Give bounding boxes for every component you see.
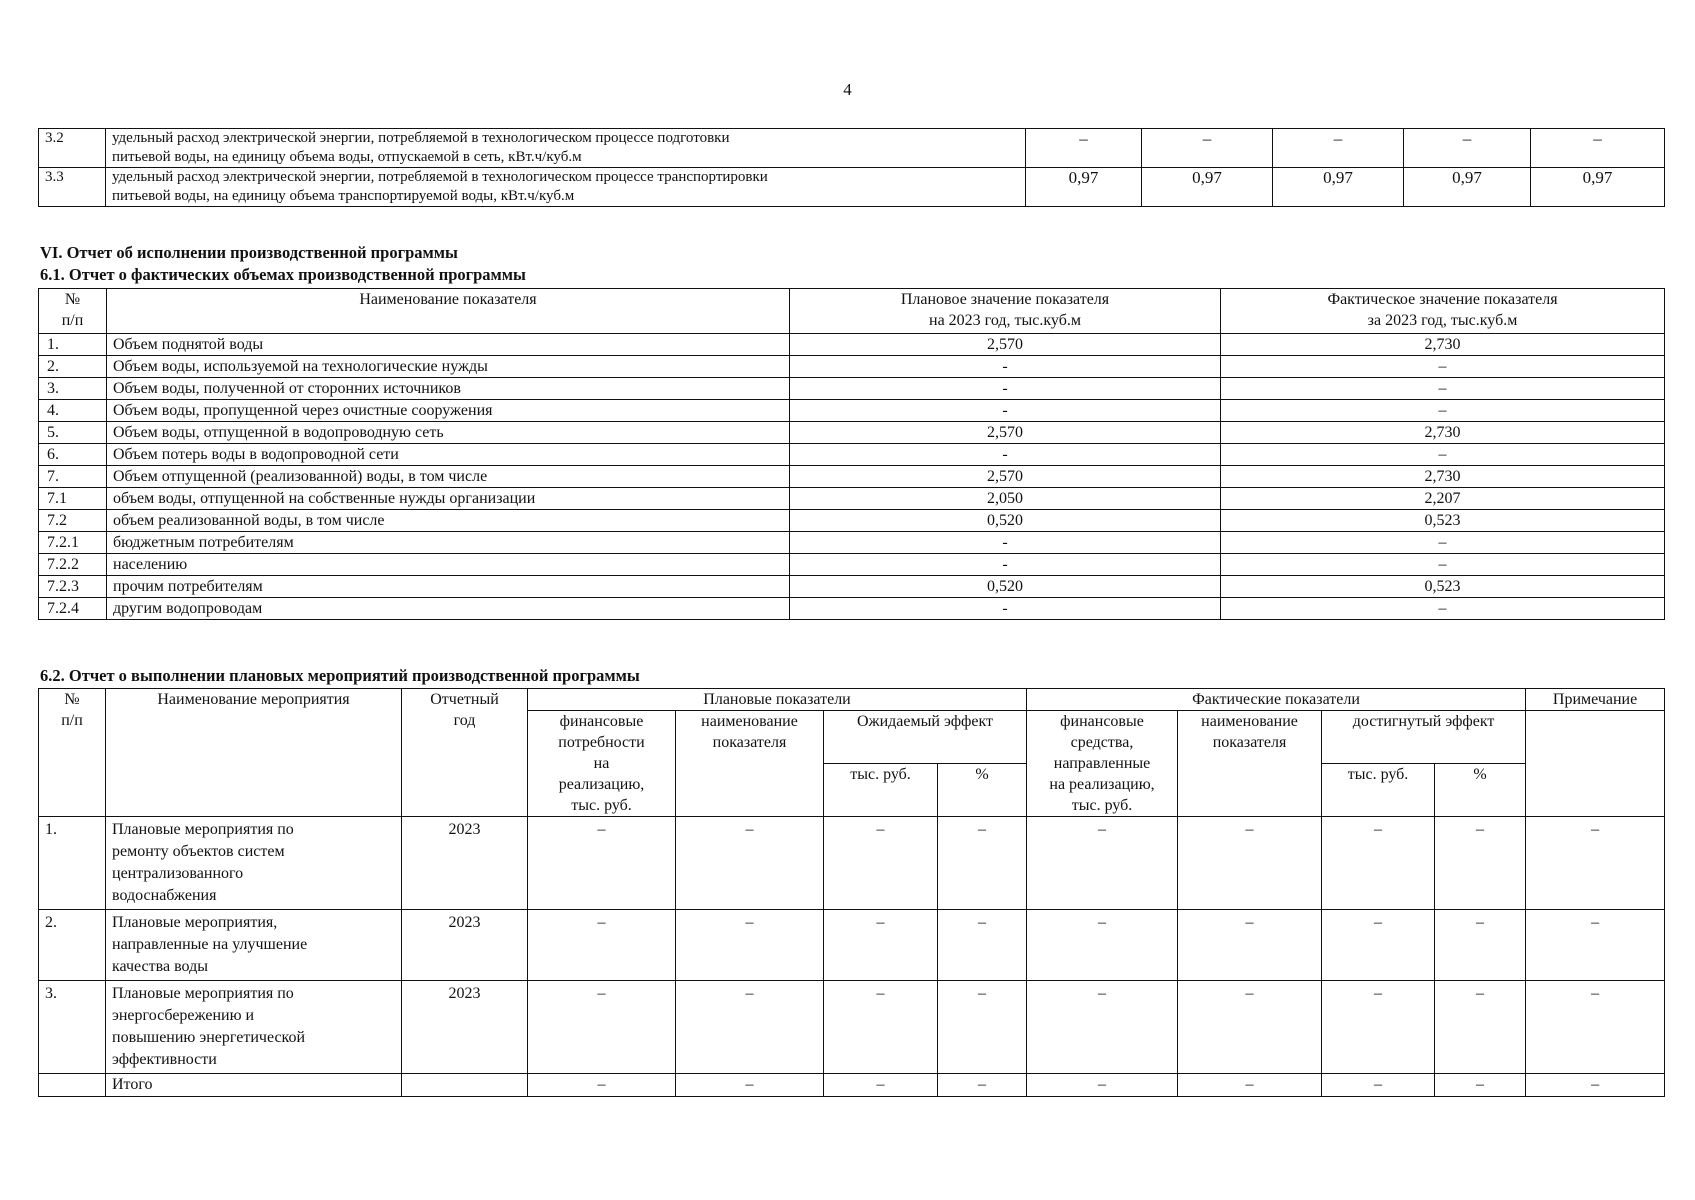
section-6-2-title: 6.2. Отчет о выполнении плановых мероприятий производственной программы bbox=[40, 666, 640, 685]
plan-value: 2,050 bbox=[790, 488, 1221, 510]
plan-value: - bbox=[790, 356, 1221, 378]
row-number: 5. bbox=[39, 422, 107, 444]
row-number: 1. bbox=[39, 334, 107, 356]
measure-name-line: Плановые мероприятия по bbox=[112, 985, 294, 1002]
plan-header: Плановое значение показателя на 2023 год, тыс.куб.м bbox=[790, 289, 1221, 334]
indicator-value: 0,97 bbox=[1026, 168, 1142, 207]
fact-value: 2,207 bbox=[1221, 488, 1665, 510]
fact-value: – bbox=[1221, 444, 1665, 466]
row-number: 3.3 bbox=[39, 168, 106, 207]
fact-value: – bbox=[1221, 598, 1665, 620]
measure-value: – bbox=[938, 910, 1027, 981]
total-value: – bbox=[1027, 1074, 1178, 1097]
num-header: № п/п bbox=[39, 689, 106, 817]
total-value: – bbox=[528, 1074, 676, 1097]
expected-pct-header: % bbox=[938, 764, 1027, 817]
indicator-label-line: удельный расход электрической энергии, потребляемой в технологическом процессе транспортировки bbox=[112, 169, 768, 185]
row-number: 7.2.3 bbox=[39, 576, 107, 598]
fact-value: 2,730 bbox=[1221, 334, 1665, 356]
fact-financial-header: финансовые средства, направленные на реализацию, тыс. руб. bbox=[1027, 711, 1178, 817]
total-number-cell bbox=[39, 1074, 106, 1097]
note-subheader bbox=[1526, 711, 1665, 817]
plan-group-header: Плановые показатели bbox=[528, 689, 1027, 711]
note-header: Примечание bbox=[1526, 689, 1665, 711]
measure-name bbox=[106, 910, 402, 981]
row-number: 7. bbox=[39, 466, 107, 488]
indicator-label-line: питьевой воды, на единицу объема транспортируемой воды, кВт.ч/куб.м bbox=[112, 188, 575, 204]
measure-name-line: водоснабжения bbox=[112, 887, 217, 904]
indicator-name: Объем воды, используемой на технологические нужды bbox=[107, 356, 790, 378]
table-row bbox=[39, 532, 1665, 554]
table-row bbox=[39, 168, 1665, 207]
total-value: – bbox=[824, 1074, 938, 1097]
indicator-name: Объем поднятой воды bbox=[107, 334, 790, 356]
measure-value: – bbox=[1178, 817, 1322, 910]
achieved-pct-header: % bbox=[1435, 764, 1526, 817]
row-number: 3.2 bbox=[39, 129, 106, 168]
row-number: 2. bbox=[39, 356, 107, 378]
table-header-row bbox=[39, 689, 1665, 711]
indicators-continuation-table bbox=[38, 128, 1665, 207]
measure-value: – bbox=[528, 910, 676, 981]
measure-name-line: энергосбережению и bbox=[112, 1007, 255, 1024]
table-row bbox=[39, 554, 1665, 576]
measure-value: – bbox=[824, 910, 938, 981]
measure-name-line: Плановые мероприятия по bbox=[112, 821, 294, 838]
table-row bbox=[39, 466, 1665, 488]
fact-value: – bbox=[1221, 532, 1665, 554]
measure-value: – bbox=[1322, 981, 1435, 1074]
total-value: – bbox=[1178, 1074, 1322, 1097]
fact-indicator-header: наименование показателя bbox=[1178, 711, 1322, 817]
measure-name-line: ремонту объектов систем bbox=[112, 843, 285, 860]
plan-value: 2,570 bbox=[790, 334, 1221, 356]
row-number: 1. bbox=[39, 817, 106, 910]
total-value: – bbox=[1322, 1074, 1435, 1097]
measure-value: – bbox=[1322, 910, 1435, 981]
measure-name bbox=[106, 981, 402, 1074]
measure-value: – bbox=[528, 981, 676, 1074]
indicator-value: – bbox=[1273, 129, 1404, 168]
total-value: – bbox=[676, 1074, 824, 1097]
table-row bbox=[39, 598, 1665, 620]
fact-value: – bbox=[1221, 378, 1665, 400]
fact-value: 0,523 bbox=[1221, 510, 1665, 532]
production-volumes-table bbox=[38, 288, 1665, 620]
total-value: – bbox=[1526, 1074, 1665, 1097]
measure-name-line: направленные на улучшение bbox=[112, 936, 308, 953]
table-row bbox=[39, 817, 1665, 910]
table-row bbox=[39, 129, 1665, 168]
indicator-label bbox=[106, 129, 1026, 168]
plan-value: - bbox=[790, 444, 1221, 466]
indicator-name: Объем воды, пропущенной через очистные сооружения bbox=[107, 400, 790, 422]
row-number: 4. bbox=[39, 400, 107, 422]
table-header-row bbox=[39, 289, 1665, 334]
measure-value: – bbox=[1526, 817, 1665, 910]
fact-value: – bbox=[1221, 356, 1665, 378]
measure-value: – bbox=[1435, 981, 1526, 1074]
table-row bbox=[39, 488, 1665, 510]
indicator-value: – bbox=[1531, 129, 1665, 168]
row-number: 7.2.2 bbox=[39, 554, 107, 576]
measure-value: – bbox=[1027, 817, 1178, 910]
year-header: Отчетный год bbox=[402, 689, 528, 817]
total-year-cell bbox=[402, 1074, 528, 1097]
indicator-name: Объем воды, полученной от сторонних источников bbox=[107, 378, 790, 400]
indicator-name: прочим потребителям bbox=[107, 576, 790, 598]
fact-header: Фактическое значение показателя за 2023 год, тыс.куб.м bbox=[1221, 289, 1665, 334]
plan-value: 0,520 bbox=[790, 510, 1221, 532]
indicator-label bbox=[106, 168, 1026, 207]
indicator-name: Объем отпущенной (реализованной) воды, в том числе bbox=[107, 466, 790, 488]
indicator-name: бюджетным потребителям bbox=[107, 532, 790, 554]
measure-value: – bbox=[528, 817, 676, 910]
plan-value: - bbox=[790, 378, 1221, 400]
indicator-value: – bbox=[1026, 129, 1142, 168]
indicator-value: 0,97 bbox=[1142, 168, 1273, 207]
page-number: 4 bbox=[843, 80, 852, 99]
measure-name-header: Наименование мероприятия bbox=[106, 689, 402, 817]
measure-value: – bbox=[1526, 910, 1665, 981]
table-row bbox=[39, 576, 1665, 598]
row-number: 7.2.4 bbox=[39, 598, 107, 620]
table-row bbox=[39, 910, 1665, 981]
measure-value: – bbox=[1178, 981, 1322, 1074]
table-row bbox=[39, 981, 1665, 1074]
row-number: 7.1 bbox=[39, 488, 107, 510]
expected-effect-header: Ожидаемый эффект bbox=[824, 711, 1027, 764]
planned-measures-table bbox=[38, 688, 1665, 1097]
measure-name bbox=[106, 817, 402, 910]
indicator-value: 0,97 bbox=[1531, 168, 1665, 207]
total-value: – bbox=[1435, 1074, 1526, 1097]
indicator-name: населению bbox=[107, 554, 790, 576]
fact-value: 2,730 bbox=[1221, 466, 1665, 488]
table-row bbox=[39, 334, 1665, 356]
measure-value: – bbox=[938, 817, 1027, 910]
row-number: 7.2 bbox=[39, 510, 107, 532]
table-row bbox=[39, 510, 1665, 532]
indicator-name: другим водопроводам bbox=[107, 598, 790, 620]
num-header: № п/п bbox=[39, 289, 107, 334]
fact-value: 0,523 bbox=[1221, 576, 1665, 598]
report-year: 2023 bbox=[402, 910, 528, 981]
total-value: – bbox=[938, 1074, 1027, 1097]
achieved-rub-header: тыс. руб. bbox=[1322, 764, 1435, 817]
indicator-value: – bbox=[1404, 129, 1531, 168]
table-row bbox=[39, 444, 1665, 466]
section-6-1-title: 6.1. Отчет о фактических объемах производственной программы bbox=[40, 265, 526, 284]
table-row bbox=[39, 422, 1665, 444]
indicator-name: объем воды, отпущенной на собственные нужды организации bbox=[107, 488, 790, 510]
measure-value: – bbox=[676, 817, 824, 910]
plan-value: - bbox=[790, 554, 1221, 576]
expected-rub-header: тыс. руб. bbox=[824, 764, 938, 817]
plan-value: 2,570 bbox=[790, 466, 1221, 488]
indicator-value: 0,97 bbox=[1404, 168, 1531, 207]
measure-name-line: качества воды bbox=[112, 958, 208, 975]
total-label: Итого bbox=[106, 1074, 402, 1097]
row-number: 6. bbox=[39, 444, 107, 466]
row-number: 3. bbox=[39, 378, 107, 400]
indicator-name: Объем потерь воды в водопроводной сети bbox=[107, 444, 790, 466]
measure-name-line: Плановые мероприятия, bbox=[112, 914, 278, 931]
measure-value: – bbox=[1178, 910, 1322, 981]
indicator-label-line: питьевой воды, на единицу объема воды, отпускаемой в сеть, кВт.ч/куб.м bbox=[112, 149, 582, 165]
indicator-name: Объем воды, отпущенной в водопроводную сеть bbox=[107, 422, 790, 444]
measure-value: – bbox=[824, 981, 938, 1074]
table-row bbox=[39, 400, 1665, 422]
measure-value: – bbox=[1322, 817, 1435, 910]
indicator-value: – bbox=[1142, 129, 1273, 168]
row-number: 7.2.1 bbox=[39, 532, 107, 554]
plan-financial-header: финансовые потребности на реализацию, тыс. руб. bbox=[528, 711, 676, 817]
plan-value: - bbox=[790, 598, 1221, 620]
measure-value: – bbox=[824, 817, 938, 910]
measure-value: – bbox=[676, 981, 824, 1074]
table-row bbox=[39, 356, 1665, 378]
indicator-name: объем реализованной воды, в том числе bbox=[107, 510, 790, 532]
measure-value: – bbox=[1027, 981, 1178, 1074]
fact-group-header: Фактические показатели bbox=[1027, 689, 1526, 711]
indicator-value: 0,97 bbox=[1273, 168, 1404, 207]
plan-value: 2,570 bbox=[790, 422, 1221, 444]
plan-value: 0,520 bbox=[790, 576, 1221, 598]
row-number: 2. bbox=[39, 910, 106, 981]
measure-name-line: повышению энергетической bbox=[112, 1029, 306, 1046]
plan-value: - bbox=[790, 400, 1221, 422]
measure-value: – bbox=[1526, 981, 1665, 1074]
report-year: 2023 bbox=[402, 817, 528, 910]
row-number: 3. bbox=[39, 981, 106, 1074]
fact-value: 2,730 bbox=[1221, 422, 1665, 444]
total-row bbox=[39, 1074, 1665, 1097]
plan-indicator-header: наименование показателя bbox=[676, 711, 824, 817]
fact-value: – bbox=[1221, 400, 1665, 422]
measure-value: – bbox=[1435, 910, 1526, 981]
measure-name-line: централизованного bbox=[112, 865, 244, 882]
measure-name-line: эффективности bbox=[112, 1051, 217, 1068]
indicator-label-line: удельный расход электрической энергии, потребляемой в технологическом процессе подготовки bbox=[112, 130, 730, 146]
measure-value: – bbox=[1435, 817, 1526, 910]
plan-value: - bbox=[790, 532, 1221, 554]
achieved-effect-header: достигнутый эффект bbox=[1322, 711, 1526, 764]
fact-value: – bbox=[1221, 554, 1665, 576]
measure-value: – bbox=[1027, 910, 1178, 981]
measure-value: – bbox=[938, 981, 1027, 1074]
table-row bbox=[39, 378, 1665, 400]
name-header: Наименование показателя bbox=[107, 289, 790, 334]
measure-value: – bbox=[676, 910, 824, 981]
report-year: 2023 bbox=[402, 981, 528, 1074]
section-vi-title: VI. Отчет об исполнении производственной программы bbox=[40, 243, 458, 262]
